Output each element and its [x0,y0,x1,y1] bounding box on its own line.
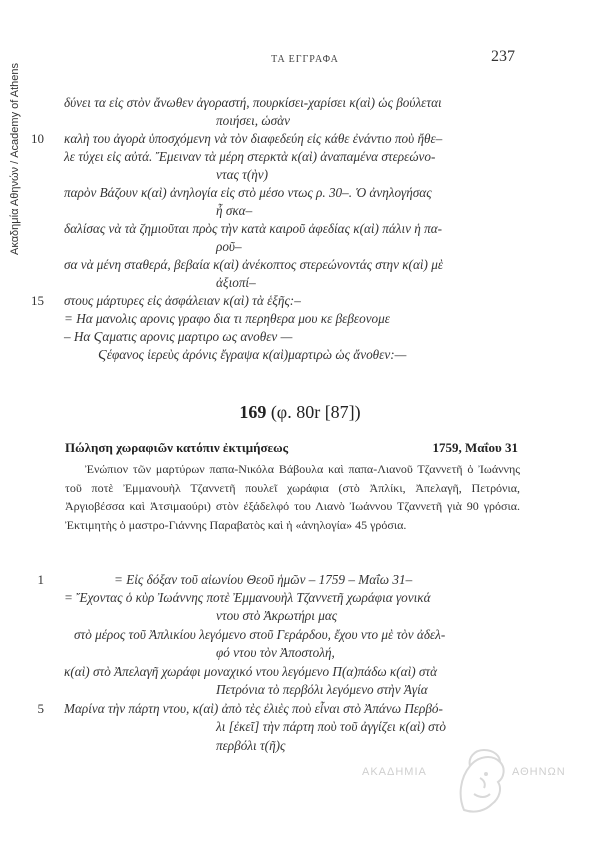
text-line: κ(αὶ) στὸ Ἀπελαγῆ χωράφι μοναχικό ντου λεγόμενο Π(α)πάδω κ(αὶ) στὰ [64,664,438,679]
summary-body: Ἐνώπιον τῶν μαρτύρων παπα-Νικόλα Βάβουλα καὶ παπα-Λιανοῦ Τζαννετῆ ὁ Ἰωάννης τοῦ ποτὲ Ἐμμανουὴλ Τζαννετῆ πουλεῖ χωράφια (στὸ Ἀπλίκι, Ἀπελαγῆ, Πετρόνια, Ἀργιοβέσσα καὶ Ἀτσιμαούρι) στὸν ἐξάδελφό του Λιανὸ Ἰωάννου Τζαννετῆ γιὰ 90 γρόσια. Ἐκτιμητὴς ὁ μαστρο-Γιάννης Παραβατὸς καὶ ἡ «ἀνηλογία» 45 γρόσια. [65,462,520,532]
line-number: 5 [37,701,44,716]
summary-date: 1759, Μαΐου 31 [432,440,518,455]
academy-watermark [362,748,577,823]
line-number: 10 [31,131,44,146]
page-number: 237 [491,48,515,65]
text-line: φό ντου τὸν Ἀποστολή, [216,645,335,660]
text-line: περβόλι τ(ῆ)ς [216,738,286,753]
academy-sidebar [9,45,27,255]
text-line: = Εἰς δόξαν τοῦ αἰωνίου Θεοῦ ἡμῶν – 1759 – Μαΐω 31– [114,572,413,587]
text-line: ἀξιοπί– [216,275,256,290]
document-heading [150,402,450,423]
text-line: λε τύχει εἰς αὐτά. Ἔμειναν τὰ μέρη στερκτὰ κ(αὶ) ἀναπαμένα στερεώνο- [64,149,436,164]
text-line: ροῦ– [216,239,242,254]
text-line: παρὸν Βάζουν κ(αὶ) ἀνηλογία εἰς στὸ μέσο ντως ρ. 30–. Ὁ ἀνηλογήσας [64,185,432,200]
document-number: 169 [239,402,267,422]
text-line: λι [ἐκεῖ] τὴν πάρτη ποὺ τοῦ ἀγγίζει κ(αὶ) στὸ [216,719,446,734]
running-header: ΤΑ ΕΓΓΡΑΦΑ [271,54,339,65]
text-line: στους μάρτυρες εἰς ἀσφάλειαν κ(αὶ) τὰ ἑξῆς:– [64,293,301,308]
text-line: Πετρόνια τὸ περβόλι λεγόμενο στὴν Ἁγία [216,682,428,697]
text-line: Ϛέφανος ἱερεὺς ἀρόνις ἔγραψα κ(αὶ)μαρτιρὼ ὡς ἄνοθεν:— [98,347,407,362]
text-line: καλὴ του ἀγορὰ ὑποσχόμενη νὰ τὸν διαφεδεύη εἰς κάθε ἐνάντιο ποὺ ἤθε– [64,131,443,146]
text-line: = Ηα μανολις αρονις γραφο δια τι περηθερα μου κε βεβεονομε [64,311,390,326]
text-line: – Ηα Ϛαματις αρονις μαρτιρο ως ανοθεν — [64,329,293,344]
watermark-text-right: ΑΘΗΝΩΝ [512,766,566,778]
document-folio: (φ. 80r [87]) [270,402,361,422]
text-line: ποιήσει, ὡσὰν [216,113,290,128]
text-line: στὸ μέρος τοῦ Ἀπλικίου λεγόμενο στοῦ Γεράρδου, ἔχου ντο μὲ τὸν ἀδελ- [74,627,446,642]
text-line: ντας τ(ὴν) [216,167,269,182]
text-line: δαλίσας νὰ τὰ ζημιοῦται πρὸς τὴν κατὰ καιροῦ ἀφεδίας κ(αὶ) πάλιν ἡ πα- [64,221,443,236]
text-line: σα νὰ μένη σταθερά, βεβαία κ(αὶ) ἀνέκοπτος στερεώνοντάς στην κ(αὶ) μὲ [64,257,444,272]
text-line: δύνει τα εἰς στὸν ἄνωθεν ἀγοραστή, πουρκίσει-χαρίσει κ(αὶ) ὡς βούλεται [64,95,442,110]
text-line: Μαρίνα τὴν πάρτη ντου, κ(αὶ) ἀπὸ τὲς ἐλιὲς ποὺ εἶναι στὸ Ἀπάνω Περβό- [64,701,443,716]
text-line: ἦ σκα– [216,203,253,218]
athena-head-icon [450,748,510,820]
text-line: = Ἔχοντας ὁ κὺρ Ἰωάννης ποτὲ Ἐμμανουὴλ Τζαννετῆ χωράφια γονικά [64,590,431,605]
summary-title: Πώληση χωραφιῶν κατόπιν ἐκτιμήσεως [65,440,289,455]
text-line: ντου στὸ Ἀκρωτήρι μας [216,608,338,623]
line-number: 1 [37,572,44,587]
line-number: 15 [31,293,44,308]
watermark-text-left: ΑΚΑΔΗΜΙΑ [362,766,427,778]
academy-sidebar-text: Ακαδημία Αθηνών / Academy of Athens [9,62,21,255]
